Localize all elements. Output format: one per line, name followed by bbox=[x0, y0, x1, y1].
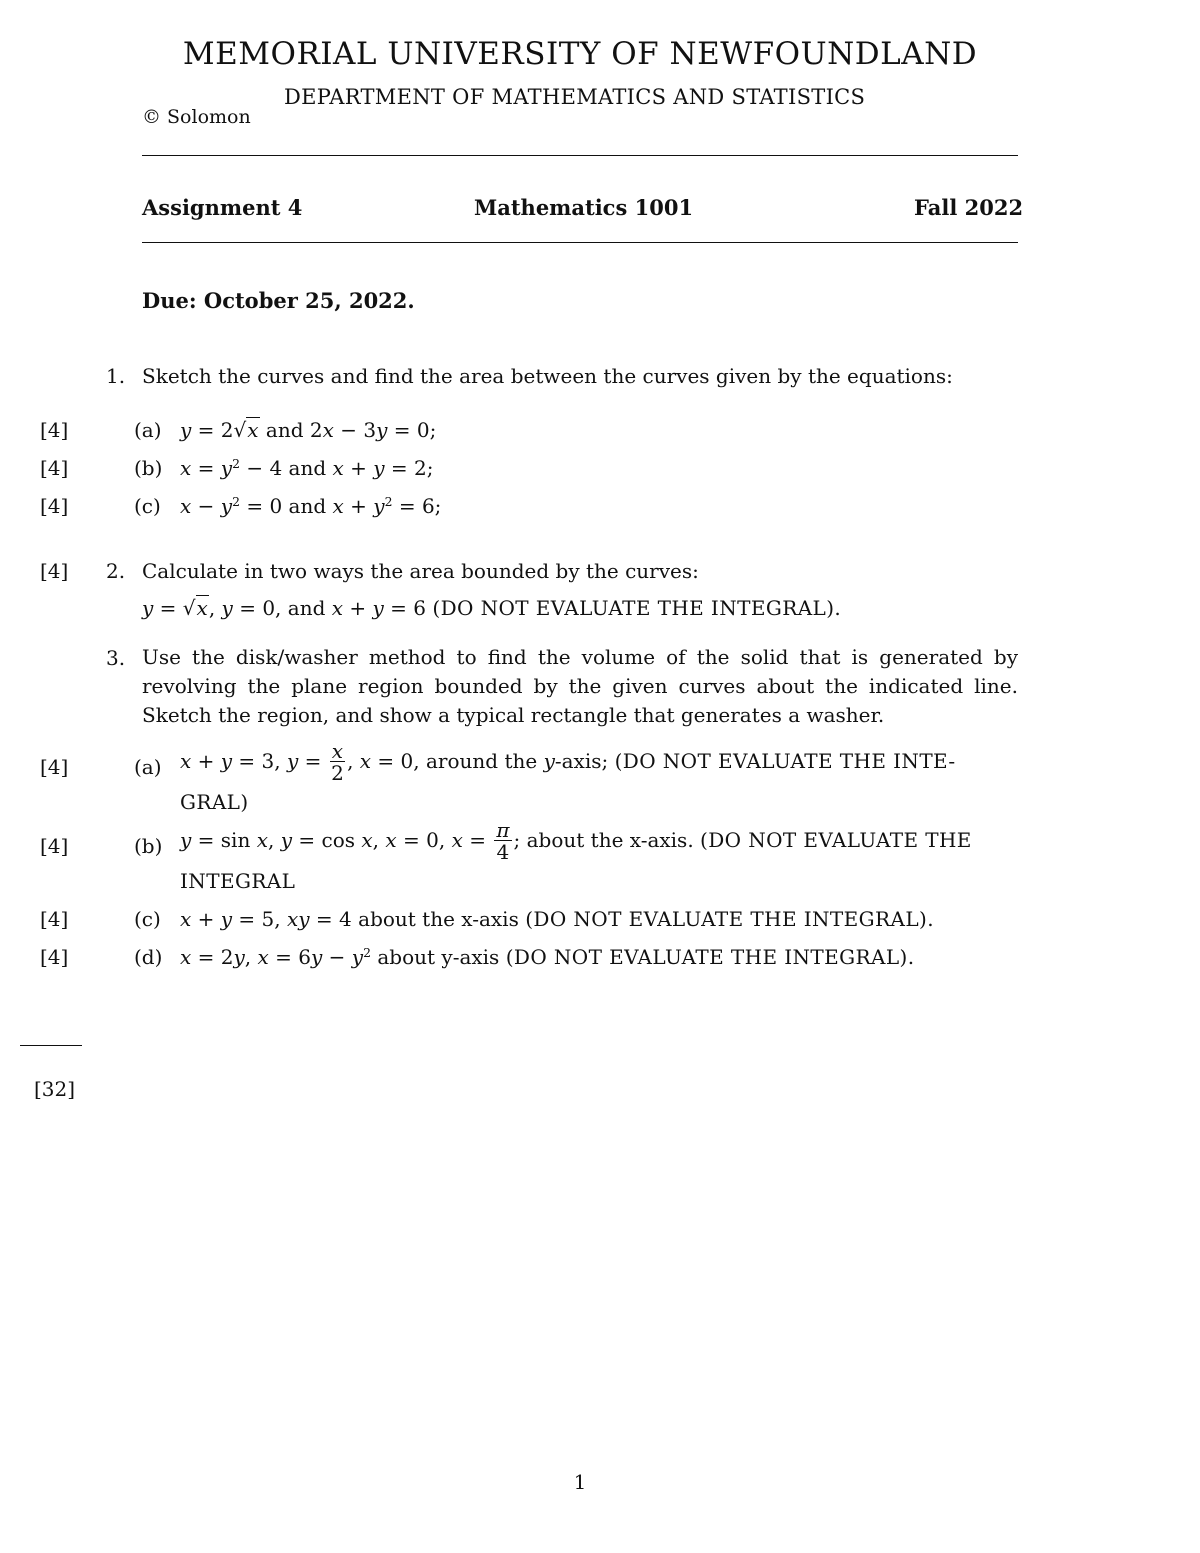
q3a-marks: [4] bbox=[40, 755, 69, 779]
q2-marks: [4] bbox=[40, 559, 69, 583]
and-word: and bbox=[288, 456, 327, 480]
due-date: Due: October 25, 2022. bbox=[142, 288, 415, 313]
q1c-text: $x - y^2 = 0$ and $x + y^2 = 6$; bbox=[180, 494, 442, 518]
q3c-marks: [4] bbox=[40, 907, 69, 931]
total-rule bbox=[20, 1045, 82, 1046]
q1c-label: (c) bbox=[134, 494, 161, 518]
about-text: about y-axis bbox=[377, 945, 500, 969]
header-rule-bottom bbox=[142, 242, 1018, 243]
do-not-evaluate-note: (DO NOT EVALUATE THE INTE- bbox=[614, 749, 956, 773]
do-not-evaluate-note: (DO NOT EVALUATE THE bbox=[700, 828, 972, 852]
q3a-label: (a) bbox=[134, 755, 162, 779]
q3b-marks: [4] bbox=[40, 834, 69, 858]
and-word: and bbox=[265, 418, 304, 442]
department-title: DEPARTMENT OF MATHEMATICS AND STATISTICS bbox=[284, 85, 866, 109]
question-2-number: 2. bbox=[106, 559, 126, 583]
q3b-continuation: INTEGRAL bbox=[180, 869, 296, 893]
total-marks: [32] bbox=[34, 1077, 76, 1101]
q3a-text: x + y = 3, y = $\frac{x}{2}$ , x = 0, around the y-axis; (DO NOT EVALUATE THE INTE- bbox=[180, 739, 956, 785]
do-not-evaluate-note: (DO NOT EVALUATE THE INTEGRAL). bbox=[432, 596, 842, 620]
q1b-text: $x = y^2 - 4$ and x + y = 2; bbox=[180, 456, 434, 480]
question-1-number: 1. bbox=[106, 364, 126, 388]
university-title: MEMORIAL UNIVERSITY OF NEWFOUNDLAND bbox=[182, 36, 978, 72]
q3d-text: x = 2y, $x = 6y - y^2$ about y-axis (DO NOT EVALUATE THE INTEGRAL). bbox=[180, 945, 915, 969]
q3a-continuation: GRAL) bbox=[180, 790, 249, 814]
q1b-label: (b) bbox=[134, 456, 163, 480]
course-label: Mathematics 1001 bbox=[474, 195, 694, 220]
question-1-text: Sketch the curves and find the area between the curves given by the equations: bbox=[142, 364, 953, 388]
and-word: and bbox=[288, 494, 327, 518]
do-not-evaluate-note: (DO NOT EVALUATE THE INTEGRAL). bbox=[505, 945, 915, 969]
q3b-text: y = sin x, y = cos x, x = 0, x = $\frac{\pi}{4}$ ; about the x-axis. (DO NOT EVALUATE THE bbox=[180, 818, 972, 864]
q3c-text: x + y = 5, xy = 4 about the x-axis (DO NOT EVALUATE THE INTEGRAL). bbox=[180, 907, 934, 931]
question-3-text: Use the disk/washer method to find the volume of the solid that is generated by revolving the plane region bounded by the given curves about the indicated line. Sketch the region, and show a typical rectangle that generates a washer. bbox=[142, 645, 1018, 727]
q1a-label: (a) bbox=[134, 418, 162, 442]
about-text: about the x-axis. bbox=[526, 828, 694, 852]
copyright-notice: © Solomon bbox=[142, 106, 251, 128]
question-2-curves: y = √x, y = 0, and x + y = 6 (DO NOT EVALUATE THE INTEGRAL). bbox=[142, 596, 842, 620]
assignment-label: Assignment 4 bbox=[142, 195, 303, 220]
and-word: and bbox=[287, 596, 326, 620]
q1b-marks: [4] bbox=[40, 456, 69, 480]
do-not-evaluate-note: (DO NOT EVALUATE THE INTEGRAL). bbox=[525, 907, 934, 931]
term-label: Fall 2022 bbox=[914, 195, 1024, 220]
header-rule-top bbox=[142, 155, 1018, 156]
q3b-label: (b) bbox=[134, 834, 163, 858]
q1c-marks: [4] bbox=[40, 494, 69, 518]
q1a-marks: [4] bbox=[40, 418, 69, 442]
about-text: about the x-axis bbox=[358, 907, 519, 931]
q3d-label: (d) bbox=[134, 945, 163, 969]
axis-suffix: -axis; bbox=[554, 749, 609, 773]
page-number: 1 bbox=[573, 1470, 587, 1494]
around-text: around the bbox=[426, 749, 538, 773]
question-3-number: 3. bbox=[106, 646, 126, 670]
question-2-text: Calculate in two ways the area bounded by the curves: bbox=[142, 559, 699, 583]
q3d-marks: [4] bbox=[40, 945, 69, 969]
q1a-text: y = 2√x and 2x − 3y = 0; bbox=[180, 418, 437, 442]
q3c-label: (c) bbox=[134, 907, 161, 931]
